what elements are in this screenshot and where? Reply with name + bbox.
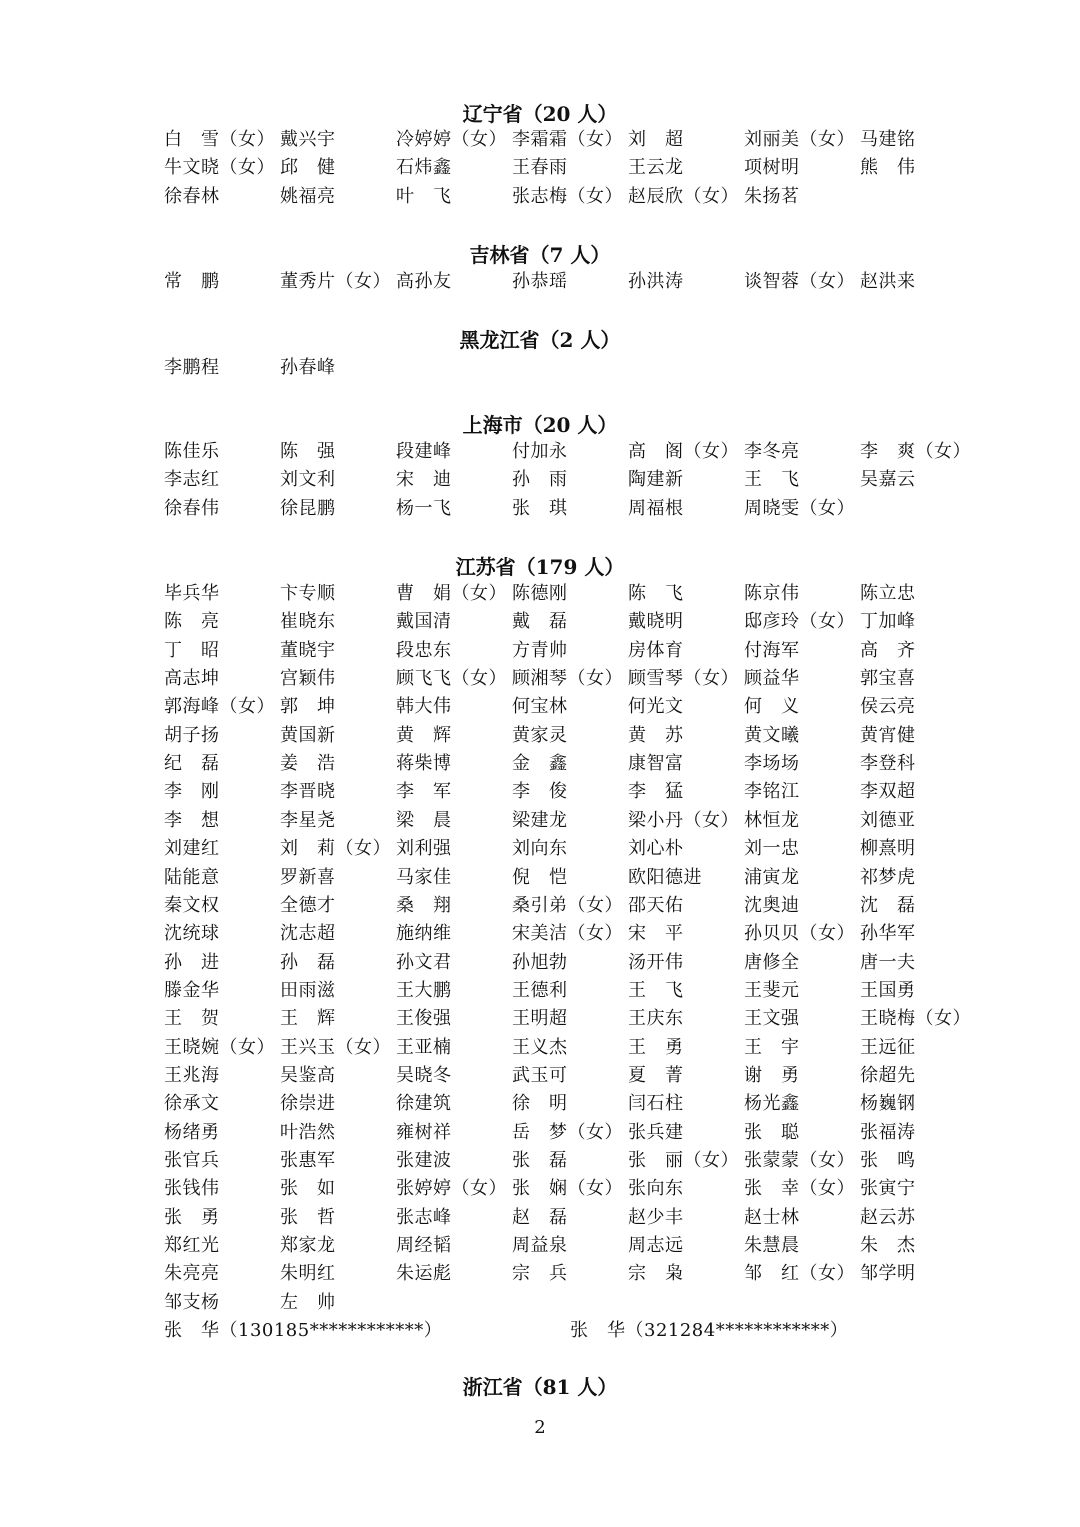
person-name: 张蒙蒙（女） [744, 1150, 855, 1171]
person-name: 周经韬 [396, 1235, 452, 1257]
person-name: 汤开伟 [628, 951, 684, 973]
person-name: 崔晓东 [280, 611, 336, 633]
person-name: 项树明 [744, 157, 800, 179]
person-name: 高志坤 [164, 668, 220, 690]
person-name: 罗新喜 [280, 866, 336, 888]
name-row [0, 582, 1080, 608]
person-name: 张钱伟 [164, 1178, 220, 1200]
person-name: 纪 磊 [164, 753, 220, 775]
person-name: 刘心朴 [628, 838, 684, 860]
name-row [0, 724, 1080, 750]
person-name: 张 幸（女） [744, 1178, 855, 1200]
person-name: 王春雨 [512, 157, 568, 179]
person-name: 赵辰欣（女） [628, 185, 739, 207]
person-name: 郑红光 [164, 1235, 220, 1257]
person-name: 王晓梅（女） [860, 1008, 971, 1030]
person-name: 李 爽（女） [860, 441, 971, 462]
person-name: 段忠东 [396, 639, 452, 661]
person-name: 顾益华 [744, 668, 800, 690]
person-name-with-id: 张 华（130185************） [164, 1320, 443, 1342]
person-name: 张向东 [628, 1178, 684, 1200]
person-name: 倪 恺 [512, 866, 568, 888]
person-name: 牛文晓（女） [164, 157, 275, 179]
person-name: 金 鑫 [512, 753, 568, 775]
person-name: 宫颖伟 [280, 668, 336, 690]
person-name: 沈志超 [280, 923, 336, 945]
name-row [0, 780, 1080, 806]
person-name: 王兴玉（女） [280, 1036, 391, 1058]
person-name: 何宝林 [512, 696, 568, 718]
person-name: 李 猛 [628, 781, 684, 803]
person-name: 邹学明 [860, 1263, 916, 1285]
person-name: 朱慧晨 [744, 1235, 800, 1257]
person-name: 刘一忠 [744, 838, 800, 860]
person-name: 刘 莉（女） [280, 838, 391, 860]
person-name: 曹 娟（女） [396, 583, 507, 604]
person-name: 宗 兵 [512, 1263, 568, 1285]
person-name: 刘德亚 [860, 809, 916, 831]
name-row [0, 837, 1080, 863]
person-name: 董秀片（女） [280, 271, 391, 292]
person-name: 王斐元 [744, 979, 800, 1001]
person-name: 张兵建 [628, 1121, 684, 1143]
name-row [0, 468, 1080, 494]
person-name: 王 贺 [164, 1008, 220, 1030]
person-name: 陈立忠 [860, 583, 916, 604]
name-row [0, 1121, 1080, 1147]
person-name: 宋美洁（女） [512, 923, 623, 945]
person-name: 吴嘉云 [860, 469, 916, 491]
name-row [0, 270, 1080, 296]
person-name: 陈 强 [280, 441, 336, 462]
person-name: 雍树祥 [396, 1121, 452, 1143]
special-name-row [0, 1319, 1080, 1345]
person-name: 刘利强 [396, 838, 452, 860]
person-name: 谈智蓉（女） [744, 271, 855, 292]
person-name: 李鹏程 [164, 357, 220, 378]
person-name: 何 义 [744, 696, 800, 718]
person-name: 徐承文 [164, 1093, 220, 1115]
person-name: 王大鹏 [396, 979, 452, 1001]
person-name: 高 齐 [860, 639, 916, 661]
person-name: 邹支杨 [164, 1291, 220, 1313]
person-name: 赵士林 [744, 1206, 800, 1228]
person-name: 张志峰 [396, 1206, 452, 1228]
person-name: 白 雪（女） [164, 129, 275, 150]
person-name: 张 如 [280, 1178, 336, 1200]
person-name: 戴兴宇 [280, 129, 336, 150]
page-number: 2 [534, 1417, 546, 1438]
name-row [0, 185, 1080, 211]
person-name: 孙 磊 [280, 951, 336, 973]
person-name: 张志梅（女） [512, 185, 623, 207]
person-name: 毕兵华 [164, 583, 220, 604]
person-name: 王云龙 [628, 157, 684, 179]
person-name: 桑引弟（女） [512, 894, 623, 916]
person-name: 叶浩然 [280, 1121, 336, 1143]
person-name: 周志远 [628, 1235, 684, 1257]
person-name: 夏 菁 [628, 1064, 684, 1086]
person-name: 施纳维 [396, 923, 452, 945]
person-name: 蒋柴博 [396, 753, 452, 775]
person-name: 丁加峰 [860, 611, 916, 633]
person-name: 左 帅 [280, 1291, 336, 1313]
person-name: 宗 枭 [628, 1263, 684, 1285]
person-name: 徐春伟 [164, 497, 220, 519]
person-name: 孙 雨 [512, 469, 568, 491]
person-name: 徐春林 [164, 185, 220, 207]
name-row [0, 356, 1080, 382]
person-name: 段建峰 [396, 441, 452, 462]
person-name: 岳 梦（女） [512, 1121, 623, 1143]
person-name: 李 俊 [512, 781, 568, 803]
name-row [0, 695, 1080, 721]
person-name: 孙旭勃 [512, 951, 568, 973]
name-row [0, 1177, 1080, 1203]
person-name: 梁 晨 [396, 809, 452, 831]
person-name: 孙贝贝（女） [744, 923, 855, 945]
person-name: 刘丽美（女） [744, 129, 855, 150]
person-name: 张 哲 [280, 1206, 336, 1228]
person-name: 卞专顺 [280, 583, 336, 604]
person-name: 宋 平 [628, 923, 684, 945]
person-name: 孙 进 [164, 951, 220, 973]
person-name: 桑 翔 [396, 894, 452, 916]
person-name: 林恒龙 [744, 809, 800, 831]
person-name: 赵洪来 [860, 271, 916, 292]
person-name: 徐超先 [860, 1064, 916, 1086]
person-name: 张 娴（女） [512, 1178, 623, 1200]
person-name: 叶 飞 [396, 185, 452, 207]
name-row [0, 1206, 1080, 1232]
section-title: 黑龙江省（2 人） [459, 328, 621, 352]
name-row [0, 497, 1080, 523]
person-name: 张官兵 [164, 1150, 220, 1171]
person-name: 张 丽（女） [628, 1150, 739, 1171]
section-title: 浙江省（81 人） [462, 1375, 618, 1399]
name-row [0, 667, 1080, 693]
person-name: 滕金华 [164, 979, 220, 1001]
person-name: 周福根 [628, 497, 684, 519]
person-name: 陶建新 [628, 469, 684, 491]
person-name: 柳熹明 [860, 838, 916, 860]
person-name: 王庆东 [628, 1008, 684, 1030]
person-name: 张建波 [396, 1150, 452, 1171]
person-name: 孙洪涛 [628, 271, 684, 292]
person-name: 戴 磊 [512, 611, 568, 633]
person-name: 陆能意 [164, 866, 220, 888]
person-name: 王文强 [744, 1008, 800, 1030]
person-name: 秦文权 [164, 894, 220, 916]
person-name: 李 想 [164, 809, 220, 831]
person-name: 王德利 [512, 979, 568, 1001]
person-name: 赵少丰 [628, 1206, 684, 1228]
person-name: 徐 明 [512, 1093, 568, 1115]
person-name: 杨一飞 [396, 497, 452, 519]
person-name: 张 聪 [744, 1121, 800, 1143]
name-row [0, 809, 1080, 835]
person-name: 沈统球 [164, 923, 220, 945]
person-name: 张 磊 [512, 1150, 568, 1171]
person-name: 黄 苏 [628, 724, 684, 746]
person-name: 顾飞飞（女） [396, 668, 507, 690]
person-name: 李 刚 [164, 781, 220, 803]
person-name: 唐修全 [744, 951, 800, 973]
person-name: 张婷婷（女） [396, 1178, 507, 1200]
person-name: 郑家龙 [280, 1235, 336, 1257]
person-name: 徐昆鹏 [280, 497, 336, 519]
person-name: 戴晓明 [628, 611, 684, 633]
person-name: 李冬亮 [744, 441, 800, 462]
person-name: 李双超 [860, 781, 916, 803]
person-name: 姜 浩 [280, 753, 336, 775]
name-row [0, 440, 1080, 466]
person-name: 陈佳乐 [164, 441, 220, 462]
person-name: 侯云亮 [860, 696, 916, 718]
section-title: 上海市（20 人） [462, 413, 618, 437]
person-name: 徐崇进 [280, 1093, 336, 1115]
person-name: 方青帅 [512, 639, 568, 661]
person-name: 张福涛 [860, 1121, 916, 1143]
person-name: 陈京伟 [744, 583, 800, 604]
person-name: 宋 迪 [396, 469, 452, 491]
name-row [0, 1007, 1080, 1033]
person-name: 郭宝喜 [860, 668, 916, 690]
person-name: 刘 超 [628, 129, 684, 150]
person-name: 高 阁（女） [628, 441, 739, 462]
name-row [0, 156, 1080, 182]
name-row [0, 951, 1080, 977]
person-name: 王义杰 [512, 1036, 568, 1058]
person-name: 赵 磊 [512, 1206, 568, 1228]
person-name: 李铭江 [744, 781, 800, 803]
person-name: 朱 杰 [860, 1235, 916, 1257]
person-name: 黄国新 [280, 724, 336, 746]
person-name: 顾雪琴（女） [628, 668, 739, 690]
person-name: 张惠军 [280, 1150, 336, 1171]
person-name: 朱运彪 [396, 1263, 452, 1285]
person-name: 朱亮亮 [164, 1263, 220, 1285]
person-name: 张 琪 [512, 497, 568, 519]
person-name-with-id: 张 华（321284************） [570, 1320, 849, 1342]
person-name: 石炜鑫 [396, 157, 452, 179]
person-name: 房体育 [628, 639, 684, 661]
person-name: 李 军 [396, 781, 452, 803]
person-name: 陈 亮 [164, 611, 220, 633]
name-row [0, 752, 1080, 778]
person-name: 陈 飞 [628, 583, 684, 604]
name-row [0, 1234, 1080, 1260]
section-title: 江苏省（179 人） [455, 555, 625, 579]
person-name: 孙恭瑶 [512, 271, 568, 292]
name-row [0, 1262, 1080, 1288]
person-name: 赵云苏 [860, 1206, 916, 1228]
name-row [0, 639, 1080, 665]
person-name: 黄文曦 [744, 724, 800, 746]
person-name: 王 飞 [628, 979, 684, 1001]
person-name: 李霜霜（女） [512, 129, 623, 150]
person-name: 张 鸣 [860, 1150, 916, 1171]
person-name: 王 勇 [628, 1036, 684, 1058]
person-name: 朱扬茗 [744, 185, 800, 207]
person-name: 黄 辉 [396, 724, 452, 746]
person-name: 欧阳德进 [628, 866, 702, 888]
name-row [0, 979, 1080, 1005]
person-name: 刘建红 [164, 838, 220, 860]
person-name: 王 宇 [744, 1036, 800, 1058]
person-name: 付加永 [512, 441, 568, 462]
person-name: 付海军 [744, 639, 800, 661]
name-row [0, 866, 1080, 892]
person-name: 马建铭 [860, 129, 916, 150]
person-name: 王明超 [512, 1008, 568, 1030]
person-name: 朱明红 [280, 1263, 336, 1285]
section-title: 辽宁省（20 人） [462, 102, 618, 126]
person-name: 何光文 [628, 696, 684, 718]
person-name: 闫石柱 [628, 1093, 684, 1115]
name-row [0, 922, 1080, 948]
person-name: 李志红 [164, 469, 220, 491]
person-name: 王 辉 [280, 1008, 336, 1030]
person-name: 邱 健 [280, 157, 336, 179]
person-name: 王晓婉（女） [164, 1036, 275, 1058]
person-name: 杨绪勇 [164, 1121, 220, 1143]
person-name: 吴晓冬 [396, 1064, 452, 1086]
person-name: 张寅宁 [860, 1178, 916, 1200]
person-name: 李登科 [860, 753, 916, 775]
person-name: 姚福亮 [280, 185, 336, 207]
section-title: 吉林省（7 人） [469, 243, 611, 267]
name-row [0, 894, 1080, 920]
person-name: 武玉可 [512, 1064, 568, 1086]
person-name: 张 勇 [164, 1206, 220, 1228]
name-row [0, 1064, 1080, 1090]
person-name: 孙华军 [860, 923, 916, 945]
person-name: 黄家灵 [512, 724, 568, 746]
person-name: 徐建筑 [396, 1093, 452, 1115]
person-name: 董晓宇 [280, 639, 336, 661]
person-name: 杨巍钢 [860, 1093, 916, 1115]
person-name: 高孙友 [396, 271, 452, 292]
name-row [0, 1036, 1080, 1062]
person-name: 浦寅龙 [744, 866, 800, 888]
person-name: 王国勇 [860, 979, 916, 1001]
person-name: 杨光鑫 [744, 1093, 800, 1115]
name-row [0, 1149, 1080, 1175]
name-row [0, 1291, 1080, 1317]
person-name: 王 飞 [744, 469, 800, 491]
person-name: 全德才 [280, 894, 336, 916]
person-name: 周晓雯（女） [744, 497, 855, 519]
person-name: 李晋晓 [280, 781, 336, 803]
person-name: 郭海峰（女） [164, 696, 275, 718]
person-name: 常 鹏 [164, 271, 220, 292]
person-name: 王兆海 [164, 1064, 220, 1086]
person-name: 邵天佑 [628, 894, 684, 916]
person-name: 孙春峰 [280, 357, 336, 378]
person-name: 王远征 [860, 1036, 916, 1058]
name-row [0, 128, 1080, 154]
person-name: 顾湘琴（女） [512, 668, 623, 690]
person-name: 丁 昭 [164, 639, 220, 661]
person-name: 胡子扬 [164, 724, 220, 746]
person-name: 田雨滋 [280, 979, 336, 1001]
person-name: 韩大伟 [396, 696, 452, 718]
person-name: 吴鉴高 [280, 1064, 336, 1086]
name-row [0, 1092, 1080, 1118]
person-name: 孙文君 [396, 951, 452, 973]
person-name: 郭 坤 [280, 696, 336, 718]
person-name: 周益泉 [512, 1235, 568, 1257]
person-name: 王俊强 [396, 1008, 452, 1030]
person-name: 刘文利 [280, 469, 336, 491]
person-name: 沈奥迪 [744, 894, 800, 916]
person-name: 李场场 [744, 753, 800, 775]
name-row [0, 610, 1080, 636]
person-name: 陈德刚 [512, 583, 568, 604]
person-name: 王亚楠 [396, 1036, 452, 1058]
person-name: 梁建龙 [512, 809, 568, 831]
person-name: 祁梦虎 [860, 866, 916, 888]
person-name: 邹 红（女） [744, 1263, 855, 1285]
person-name: 唐一夫 [860, 951, 916, 973]
person-name: 熊 伟 [860, 157, 916, 179]
person-name: 李星尧 [280, 809, 336, 831]
person-name: 康智富 [628, 753, 684, 775]
person-name: 谢 勇 [744, 1064, 800, 1086]
person-name: 沈 磊 [860, 894, 916, 916]
person-name: 戴国清 [396, 611, 452, 633]
person-name: 刘向东 [512, 838, 568, 860]
person-name: 邸彦玲（女） [744, 611, 855, 633]
person-name: 黄宵健 [860, 724, 916, 746]
person-name: 马家佳 [396, 866, 452, 888]
person-name: 冷婷婷（女） [396, 129, 507, 150]
person-name: 梁小丹（女） [628, 809, 739, 831]
